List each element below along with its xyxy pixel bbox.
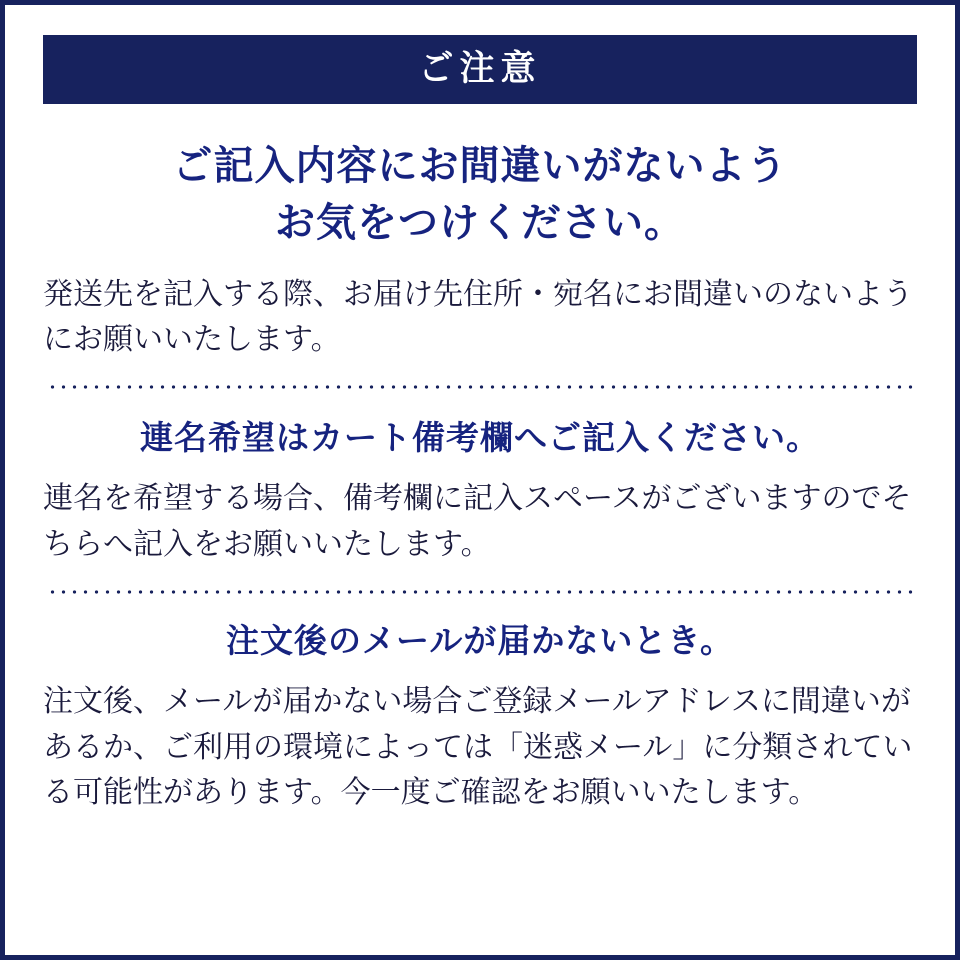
notice-section-email xyxy=(43,618,917,816)
section-heading-address-line2: お気をつけください。 xyxy=(275,200,685,245)
section-body-address: 発送先を記入する際、お届け先住所・宛名にお間違いのないようにお願いいたします。 xyxy=(43,277,913,357)
section-heading-address-line1: ご記入内容にお間違いがないよう xyxy=(172,144,788,188)
section-heading-joint-name: 連名希望はカート備考欄へご記入ください。 xyxy=(140,418,820,456)
notice-section-joint-name xyxy=(43,415,917,568)
section-body-email: 注文後、メールが届かない場合ご登録メールアドレスに間違いがあるか、ご利用の環境によっては「迷惑メール」に分類されている可能性があります。今一度ご確認をお願いいたします。 xyxy=(43,685,913,810)
notice-section-address xyxy=(43,138,917,363)
section-divider-2 xyxy=(47,590,913,594)
section-heading-email: 注文後のメールが届かないとき。 xyxy=(225,621,735,659)
section-divider-1 xyxy=(47,385,913,389)
notice-banner-title: ご注意 xyxy=(43,35,917,104)
section-body-joint-name: 連名を希望する場合、備考欄に記入スペースがございますのでそちらへ記入をお願いいたします。 xyxy=(43,482,912,561)
section-heading-address xyxy=(43,138,917,252)
notice-card-inner xyxy=(5,5,955,955)
